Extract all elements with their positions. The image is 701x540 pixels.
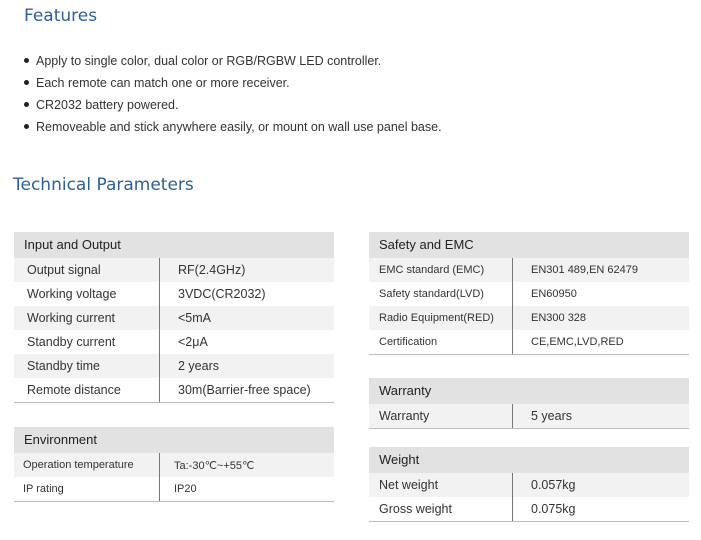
row-value: RF(2.4GHz): [178, 263, 246, 277]
feature-text: Each remote can match one or more receiver.: [36, 76, 290, 90]
table-header: Safety and EMC: [369, 232, 689, 258]
row-value: 0.057kg: [531, 478, 576, 492]
feature-text: Apply to single color, dual color or RGB/RGBW LED controller.: [36, 54, 382, 68]
table-row: [14, 282, 334, 306]
row-value: Ta:-30℃~+55℃: [174, 459, 255, 472]
table-header: Input and Output: [14, 232, 334, 258]
row-value: EN301 489,EN 62479: [531, 264, 639, 276]
table-header: Environment: [14, 427, 334, 453]
row-value: 2 years: [178, 359, 219, 373]
list-item: [24, 72, 442, 94]
row-label: Working current: [14, 306, 160, 330]
row-value: <2μA: [178, 335, 208, 349]
bullet-icon: [24, 58, 29, 63]
feature-text: CR2032 battery powered.: [36, 98, 179, 112]
table-row: [14, 258, 334, 282]
table-row: [14, 330, 334, 354]
row-label: Standby current: [14, 330, 160, 354]
list-item: [24, 94, 442, 116]
row-label: Operation temperature: [14, 453, 160, 477]
input-output-table: [14, 232, 334, 403]
list-item: [24, 116, 442, 138]
environment-table: [14, 427, 334, 502]
bullet-icon: [24, 124, 29, 129]
table-row: [369, 282, 689, 306]
table-row: [14, 453, 334, 477]
row-value: <5mA: [178, 311, 212, 325]
row-label: IP rating: [14, 477, 160, 501]
row-label: Gross weight: [369, 497, 513, 521]
row-value: 5 years: [531, 409, 572, 423]
table-header: Warranty: [369, 378, 689, 404]
row-value: 0.075kg: [531, 502, 576, 516]
row-value: EN300 328: [531, 312, 587, 324]
row-label: Radio Equipment(RED): [369, 306, 513, 330]
row-value: 3VDC(CR2032): [178, 287, 266, 301]
features-title: Features: [24, 6, 98, 26]
technical-parameters-title: Technical Parameters: [13, 175, 194, 195]
row-label: Working voltage: [14, 282, 160, 306]
table-row: [14, 378, 334, 402]
table-row: [369, 404, 689, 428]
row-label: Standby time: [14, 354, 160, 378]
row-label: Output signal: [14, 258, 160, 282]
row-label: Net weight: [369, 473, 513, 497]
table-row: [369, 473, 689, 497]
bullet-icon: [24, 102, 29, 107]
table-row: [369, 497, 689, 521]
row-label: Remote distance: [14, 378, 160, 402]
safety-emc-table: [369, 232, 689, 355]
table-row: [369, 330, 689, 354]
row-value: 30m(Barrier-free space): [178, 383, 311, 397]
feature-text: Removeable and stick anywhere easily, or mount on wall use panel base.: [36, 120, 442, 134]
table-row: [369, 258, 689, 282]
weight-table: [369, 447, 689, 522]
features-list: [24, 50, 442, 138]
warranty-table: [369, 378, 689, 429]
bullet-icon: [24, 80, 29, 85]
list-item: [24, 50, 442, 72]
row-value: EN60950: [531, 288, 577, 300]
row-label: Warranty: [369, 404, 513, 428]
table-row: [14, 477, 334, 501]
table-row: [14, 306, 334, 330]
table-header: Weight: [369, 447, 689, 473]
row-label: Safety standard(LVD): [369, 282, 513, 306]
table-row: [369, 306, 689, 330]
row-value: CE,EMC,LVD,RED: [531, 336, 624, 348]
row-value: IP20: [174, 483, 197, 495]
row-label: EMC standard (EMC): [369, 258, 513, 282]
row-label: Certification: [369, 330, 513, 354]
table-row: [14, 354, 334, 378]
